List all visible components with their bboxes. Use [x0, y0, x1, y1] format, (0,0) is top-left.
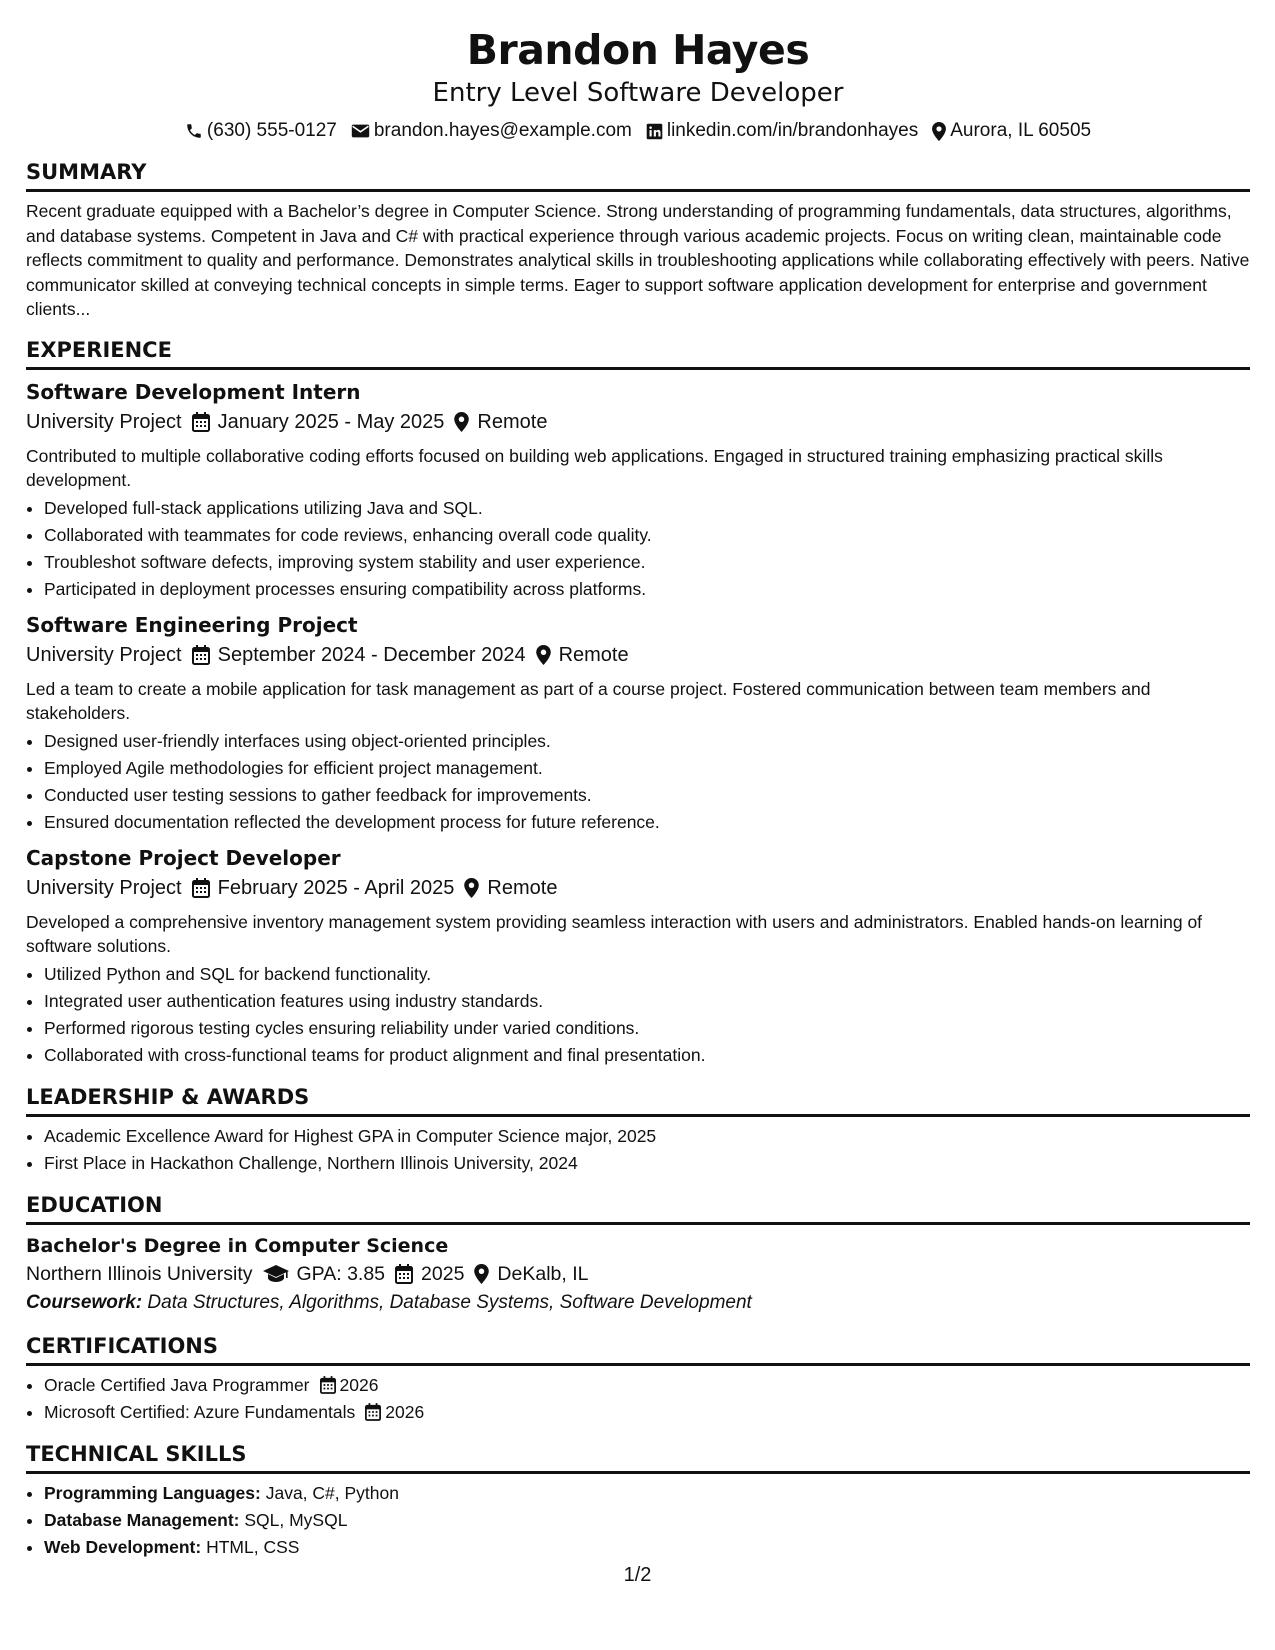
contact-linkedin[interactable] [646, 118, 918, 144]
resume-header [26, 24, 1250, 144]
list-item [44, 1480, 1250, 1507]
location-text: Aurora, IL 60505 [950, 120, 1092, 141]
list-item: • Participated in deployment processes ensuring compatibility across platforms. [44, 576, 1250, 603]
resume-page [26, 0, 1250, 1561]
list-item: • Designed user-friendly interfaces using object-oriented principles. [44, 728, 1250, 755]
job-location-text: Remote [558, 643, 629, 666]
job-dates-text: January 2025 - May 2025 [217, 410, 445, 433]
calendar-icon [192, 412, 210, 432]
job-dates-text: September 2024 - December 2024 [217, 643, 526, 666]
cert-date-text: 2026 [339, 1374, 379, 1395]
linkedin-text: linkedin.com/in/brandonhayes [666, 120, 919, 141]
list-item: • Performed rigorous testing cycles ensuring reliability under varied conditions. [44, 1015, 1250, 1042]
job-org: University Project [26, 643, 182, 666]
cert-entry [44, 1372, 1250, 1399]
certifications-heading: CERTIFICATIONS [26, 1332, 1250, 1366]
job-location [464, 874, 557, 902]
calendar-icon [192, 645, 210, 665]
job-dates [192, 641, 526, 669]
education-meta [26, 1260, 1250, 1288]
list-item: • Troubleshot software defects, improving system stability and user experience. [44, 549, 1250, 576]
list-item [44, 1372, 1250, 1399]
job-meta [26, 408, 1250, 436]
calendar-icon [365, 1403, 381, 1421]
contact-line [26, 118, 1250, 144]
list-item [44, 1534, 1250, 1561]
summary-text: Recent graduate equipped with a Bachelor’s degree in Computer Science. Strong understanding of programming fundamentals, data structures, algorithms, and database systems. Competent in Java and C# with practical experience through various academic projects. Focus on writing clean, maintainable code reflects commitment to quality and performance. Demonstrates analytical skills in troubleshooting applications while collaborating effectively with peers. Native communicator skilled at conveying technical concepts in simple terms. Eager to support software application development for enterprise and government clients... [26, 201, 1250, 319]
map-pin-icon [464, 878, 479, 898]
envelope-icon [351, 123, 370, 139]
cert-name: • Microsoft Certified: Azure Fundamentals [44, 1401, 356, 1422]
job-description: Contributed to multiple collaborative coding efforts focused on building web applications. Engaged in structured training emphasizing practical skills development. [26, 445, 1163, 490]
job-org: University Project [26, 410, 182, 433]
job-entry [26, 378, 1250, 603]
skill-value: HTML, CSS [206, 1536, 300, 1557]
candidate-title: Entry Level Software Developer [432, 78, 844, 108]
skill-label: Web Development: [44, 1536, 202, 1557]
map-pin-icon [536, 645, 551, 665]
list-item: • Academic Excellence Award for Highest GPA in Computer Science major, 2025 [44, 1123, 1250, 1150]
list-item: • Collaborated with cross-functional teams for product alignment and final presentation. [44, 1042, 1250, 1069]
skill-value: SQL, MySQL [244, 1509, 348, 1530]
summary-heading: SUMMARY [26, 158, 1250, 192]
job-bullets [26, 495, 1250, 603]
list-item: • Employed Agile methodologies for efficient project management. [44, 755, 1250, 782]
school-location [474, 1260, 588, 1288]
job-entry [26, 844, 1250, 1069]
job-dates [192, 874, 455, 902]
list-item: • First Place in Hackathon Challenge, Northern Illinois University, 2024 [44, 1150, 1250, 1177]
year-text: 2025 [421, 1262, 465, 1285]
list-item: • Developed full-stack applications utilizing Java and SQL. [44, 495, 1250, 522]
leadership-list [26, 1123, 1250, 1177]
cert-entry [44, 1399, 1250, 1426]
gpa-text: GPA: 3.85 [296, 1262, 386, 1285]
list-item [44, 1399, 1250, 1426]
job-title: Software Development Intern [26, 379, 361, 404]
list-item: • Utilized Python and SQL for backend functionality. [44, 961, 1250, 988]
job-dates-text: February 2025 - April 2025 [217, 876, 455, 899]
calendar-icon [192, 878, 210, 898]
job-title: Software Engineering Project [26, 612, 358, 637]
skill-label: Database Management: [44, 1509, 240, 1530]
job-meta [26, 641, 1250, 669]
school-name: Northern Illinois University [26, 1262, 253, 1285]
job-meta [26, 874, 1250, 902]
gpa [263, 1260, 386, 1288]
graduation-cap-icon [263, 1265, 289, 1283]
job-dates [192, 408, 445, 436]
job-description: Developed a comprehensive inventory management system providing seamless interaction with users and administrators. Enabled hands-on learning of software solutions. [26, 911, 1203, 956]
list-item [44, 1507, 1250, 1534]
cert-date [320, 1372, 379, 1399]
skill-value: Java, C#, Python [265, 1482, 399, 1503]
job-location-text: Remote [487, 876, 558, 899]
experience-heading: EXPERIENCE [26, 336, 1250, 370]
calendar-icon [320, 1376, 336, 1394]
job-description: Led a team to create a mobile application for task management as part of a course project. Fostered communication between team members and stakeholders. [26, 678, 1151, 723]
calendar-icon [395, 1264, 413, 1284]
contact-email[interactable] [351, 118, 632, 144]
map-pin-icon [932, 122, 946, 141]
cert-name: • Oracle Certified Java Programmer [44, 1374, 310, 1395]
skill-label: Programming Languages: [44, 1482, 261, 1503]
leadership-heading: LEADERSHIP & AWARDS [26, 1083, 1250, 1117]
email-text: brandon.hayes@example.com [373, 120, 632, 141]
phone-text: (630) 555-0127 [206, 120, 337, 141]
list-item: • Collaborated with teammates for code reviews, enhancing overall code quality. [44, 522, 1250, 549]
phone-icon [185, 122, 203, 140]
education-heading: EDUCATION [26, 1191, 1250, 1225]
skills-heading: TECHNICAL SKILLS [26, 1440, 1250, 1474]
linkedin-icon [646, 123, 663, 140]
coursework-text: Data Structures, Algorithms, Database Systems, Software Development [147, 1291, 752, 1313]
list-item: • Conducted user testing sessions to gather feedback for improvements. [44, 782, 1250, 809]
cert-date-text: 2026 [385, 1401, 425, 1422]
contact-phone [185, 118, 337, 144]
coursework-label: Coursework: [26, 1291, 143, 1313]
candidate-name: Brandon Hayes [466, 26, 810, 74]
job-entry [26, 611, 1250, 836]
job-location [454, 408, 547, 436]
job-title: Capstone Project Developer [26, 845, 341, 870]
job-location [536, 641, 629, 669]
map-pin-icon [454, 412, 469, 432]
list-item: • Integrated user authentication features using industry standards. [44, 988, 1250, 1015]
job-org: University Project [26, 876, 182, 899]
page-number: 1/2 [623, 1564, 652, 1586]
map-pin-icon [474, 1264, 489, 1284]
skills-list [26, 1480, 1250, 1561]
job-bullets [26, 728, 1250, 836]
list-item: • Ensured documentation reflected the development process for future reference. [44, 809, 1250, 836]
cert-date [365, 1399, 424, 1426]
contact-location [932, 118, 1091, 144]
school-location-text: DeKalb, IL [497, 1262, 589, 1285]
certifications-list [26, 1372, 1250, 1426]
job-bullets [26, 961, 1250, 1069]
degree-title: Bachelor's Degree in Computer Science [26, 1234, 449, 1257]
job-location-text: Remote [477, 410, 548, 433]
coursework [26, 1288, 1250, 1318]
graduation-year [395, 1260, 464, 1288]
